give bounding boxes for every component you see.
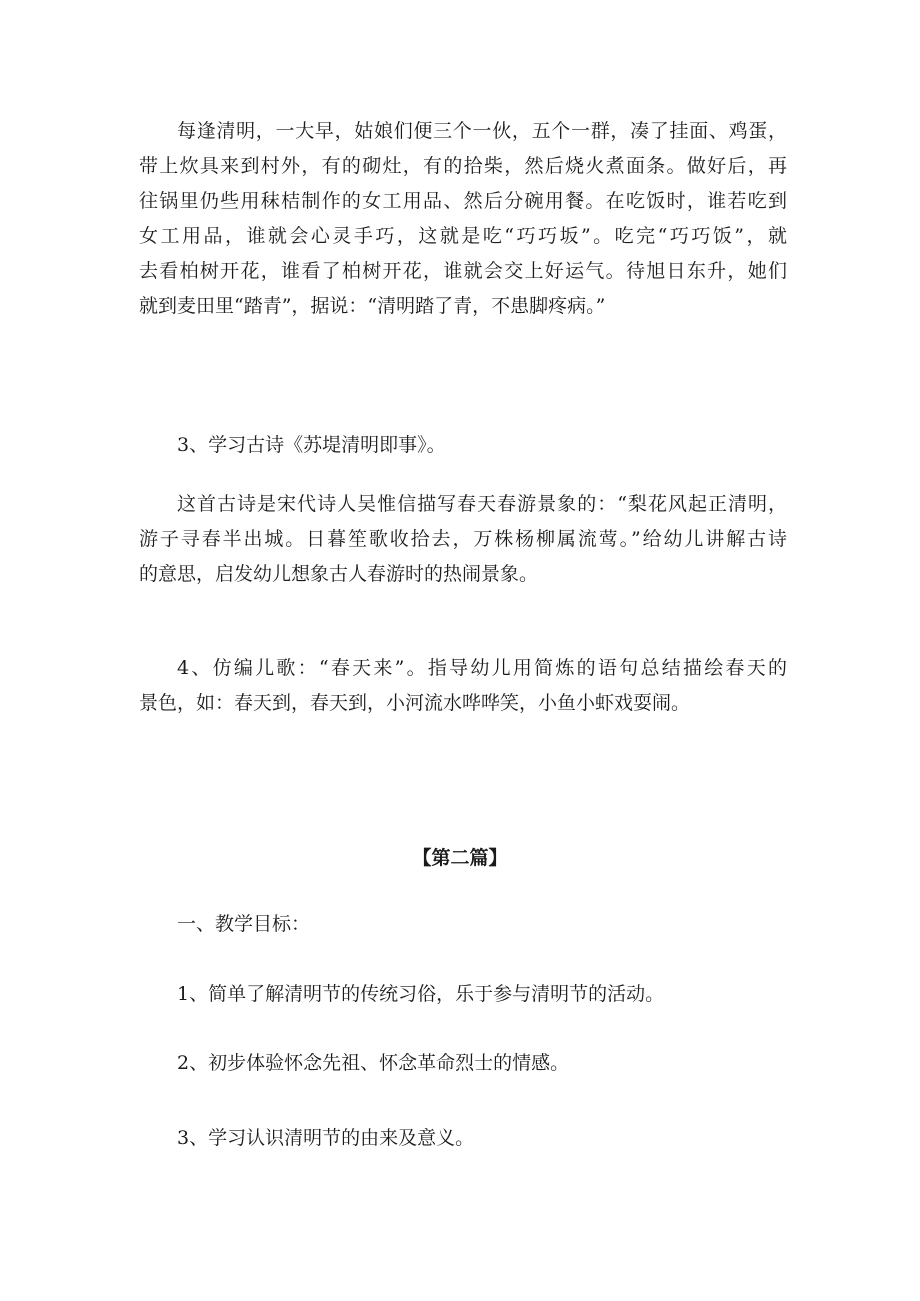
paragraph-line: 的意思，启发幼儿想象古人春游时的热闹景象。 [139,563,539,585]
paragraph-line: 这首古诗是宋代诗人吴惟信描写春天春游景象的：“梨花风起正清明， [177,493,787,515]
paragraph-line: 每逢清明，一大早，姑娘们便三个一伙，五个一群，凑了挂面、鸡蛋， [177,120,787,142]
goal-item: 2、初步体验怀念先祖、怀念革命烈士的情感。 [177,1052,570,1074]
paragraph-line: 带上炊具来到村外，有的砌灶，有的拾柴，然后烧火煮面条。做好后，再 [139,155,787,177]
paragraph-line: 往锅里仍些用秣桔制作的女工用品、然后分碗用餐。在吃饭时，谁若吃到 [139,190,787,212]
goals-heading: 一、教学目标： [177,913,311,935]
paragraph-line: 游子寻春半出城。日暮笙歌收拾去，万株杨柳属流莺。”给幼儿讲解古诗 [139,528,787,550]
paragraph-poem-description [139,487,787,592]
paragraph-line: 景色，如：春天到，春天到，小河流水哗哗笑，小鱼小虾戏耍闹。 [139,692,691,714]
paragraph-qiaoqiao-custom [139,114,787,324]
list-item-poem-study: 3、学习古诗《苏堤清明即事》。 [177,434,446,456]
paragraph-line: 去看柏树开花，谁看了柏树开花，谁就会交上好运气。待旭日东升，她们 [139,260,787,282]
goal-item: 3、学习认识清明节的由来及意义。 [177,1127,475,1149]
section-title: 【第二篇】 [412,847,508,869]
paragraph-line: 女工用品，谁就会心灵手巧，这就是吃“巧巧坂”。吃完“巧巧饭”，就 [139,225,787,247]
goal-item: 1、简单了解清明节的传统习俗，乐于参与清明节的活动。 [177,983,665,1005]
paragraph-nursery-rhyme [139,651,787,721]
paragraph-line: 就到麦田里“踏青”，据说：“清明踏了青，不患脚疼病。” [139,295,606,317]
paragraph-line: 4、仿编儿歌：“春天来”。指导幼儿用简炼的语句总结描绘春天的 [177,657,787,679]
